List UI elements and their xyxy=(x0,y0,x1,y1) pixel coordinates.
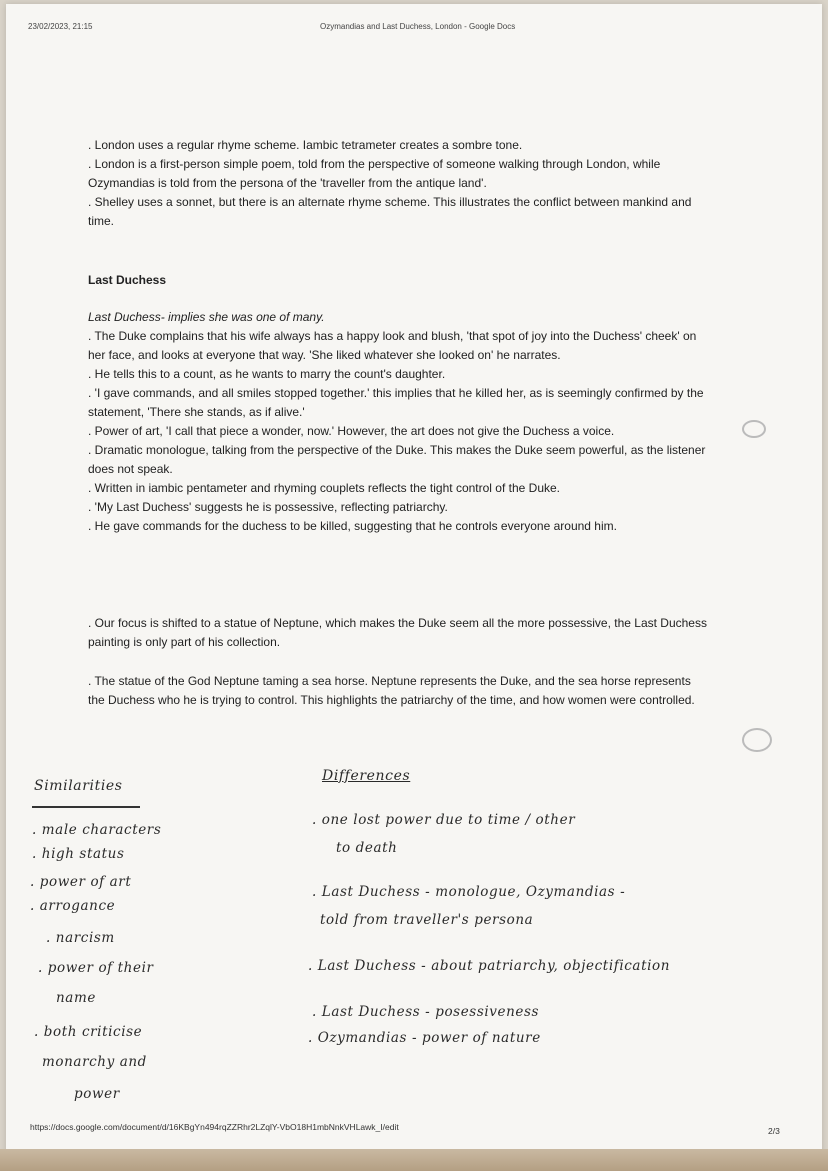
difference-item: told from traveller's persona xyxy=(320,912,534,928)
difference-item: . Ozymandias - power of nature xyxy=(308,1030,541,1046)
point-item: . 'I gave commands, and all smiles stopped together.' this implies that he killed her, as is seemingly confirmed by the statement, 'There she stands, as if alive.' xyxy=(88,386,704,419)
print-doc-title: Ozymandias and Last Duchess, London - Google Docs xyxy=(320,22,516,31)
similarity-item: . power of their xyxy=(38,960,154,976)
table-surface xyxy=(0,1149,828,1171)
similarity-item: . male characters xyxy=(32,822,162,838)
print-datetime: 23/02/2023, 21:15 xyxy=(28,22,93,31)
neptune-focus: . Our focus is shifted to a statue of Neptune, which makes the Duke seem all the more possessive, the Last Duchess painting is only part of his collection. xyxy=(88,616,707,649)
point-item: . He tells this to a count, as he wants to marry the count's daughter. xyxy=(88,367,446,381)
point-item: . Dramatic monologue, talking from the perspective of the Duke. This makes the Duke seem powerful, as the listener does not speak. xyxy=(88,443,706,476)
page-number: 2/3 xyxy=(768,1126,780,1136)
print-url: https://docs.google.com/document/d/16KBgYn494rqZZRhr2LZqlY-VbO18H1mbNnkVHLawk_I/edit xyxy=(30,1122,399,1132)
intro-block xyxy=(88,136,708,231)
point-item: . Power of art, 'I call that piece a wonder, now.' However, the art does not give the Duchess a voice. xyxy=(88,424,615,438)
point-item: . 'My Last Duchess' suggests he is possessive, reflecting patriarchy. xyxy=(88,500,448,514)
points-block xyxy=(88,308,708,536)
point-item: . He gave commands for the duchess to be killed, suggesting that he controls everyone around him. xyxy=(88,519,617,533)
difference-item: to death xyxy=(336,840,398,856)
similarities-title: Similarities xyxy=(34,778,123,794)
similarity-item: . both criticise xyxy=(34,1024,143,1040)
similarity-item: . high status xyxy=(32,846,125,862)
intro-line: . London uses a regular rhyme scheme. Iambic tetrameter creates a sombre tone. xyxy=(88,138,523,152)
similarity-item: . narcism xyxy=(46,930,115,946)
punch-hole xyxy=(742,728,772,752)
similarity-item: . power of art xyxy=(30,874,132,890)
difference-item: . Last Duchess - posessiveness xyxy=(312,1004,540,1020)
differences-title: Differences xyxy=(322,768,411,784)
difference-item: . Last Duchess - monologue, Ozymandias - xyxy=(312,884,626,900)
difference-item: . Last Duchess - about patriarchy, objectification xyxy=(308,958,671,974)
similarity-item: name xyxy=(56,990,96,1006)
similarity-item: monarchy and xyxy=(42,1054,147,1070)
neptune-statue: . The statue of the God Neptune taming a sea horse. Neptune represents the Duke, and the sea horse represents the Duchess who he is trying to control. This highlights the patriarchy of the time, and how women were controlled. xyxy=(88,674,695,707)
punch-hole xyxy=(742,420,766,438)
intro-line: . London is a first-person simple poem, told from the perspective of someone walking through London, while Ozymandias is told from the persona of the 'traveller from the antique land'. xyxy=(88,157,661,190)
intro-line: . Shelley uses a sonnet, but there is an alternate rhyme scheme. This illustrates the conflict between mankind and time. xyxy=(88,195,692,228)
difference-item: . one lost power due to time / other xyxy=(312,812,576,828)
section-subtitle: Last Duchess- implies she was one of many. xyxy=(88,310,325,324)
point-item: . The Duke complains that his wife always has a happy look and blush, 'that spot of joy into the Duchess' cheek' on her face, and looks at everyone that way. 'She liked whatever she looked on' he narrates. xyxy=(88,329,697,362)
similarity-item: power xyxy=(74,1086,120,1102)
section-heading: Last Duchess xyxy=(88,273,167,287)
similarity-item: . arrogance xyxy=(30,898,116,914)
point-item: . Written in iambic pentameter and rhyming couplets reflects the tight control of the Duke. xyxy=(88,481,561,495)
similarities-underline xyxy=(32,806,140,808)
